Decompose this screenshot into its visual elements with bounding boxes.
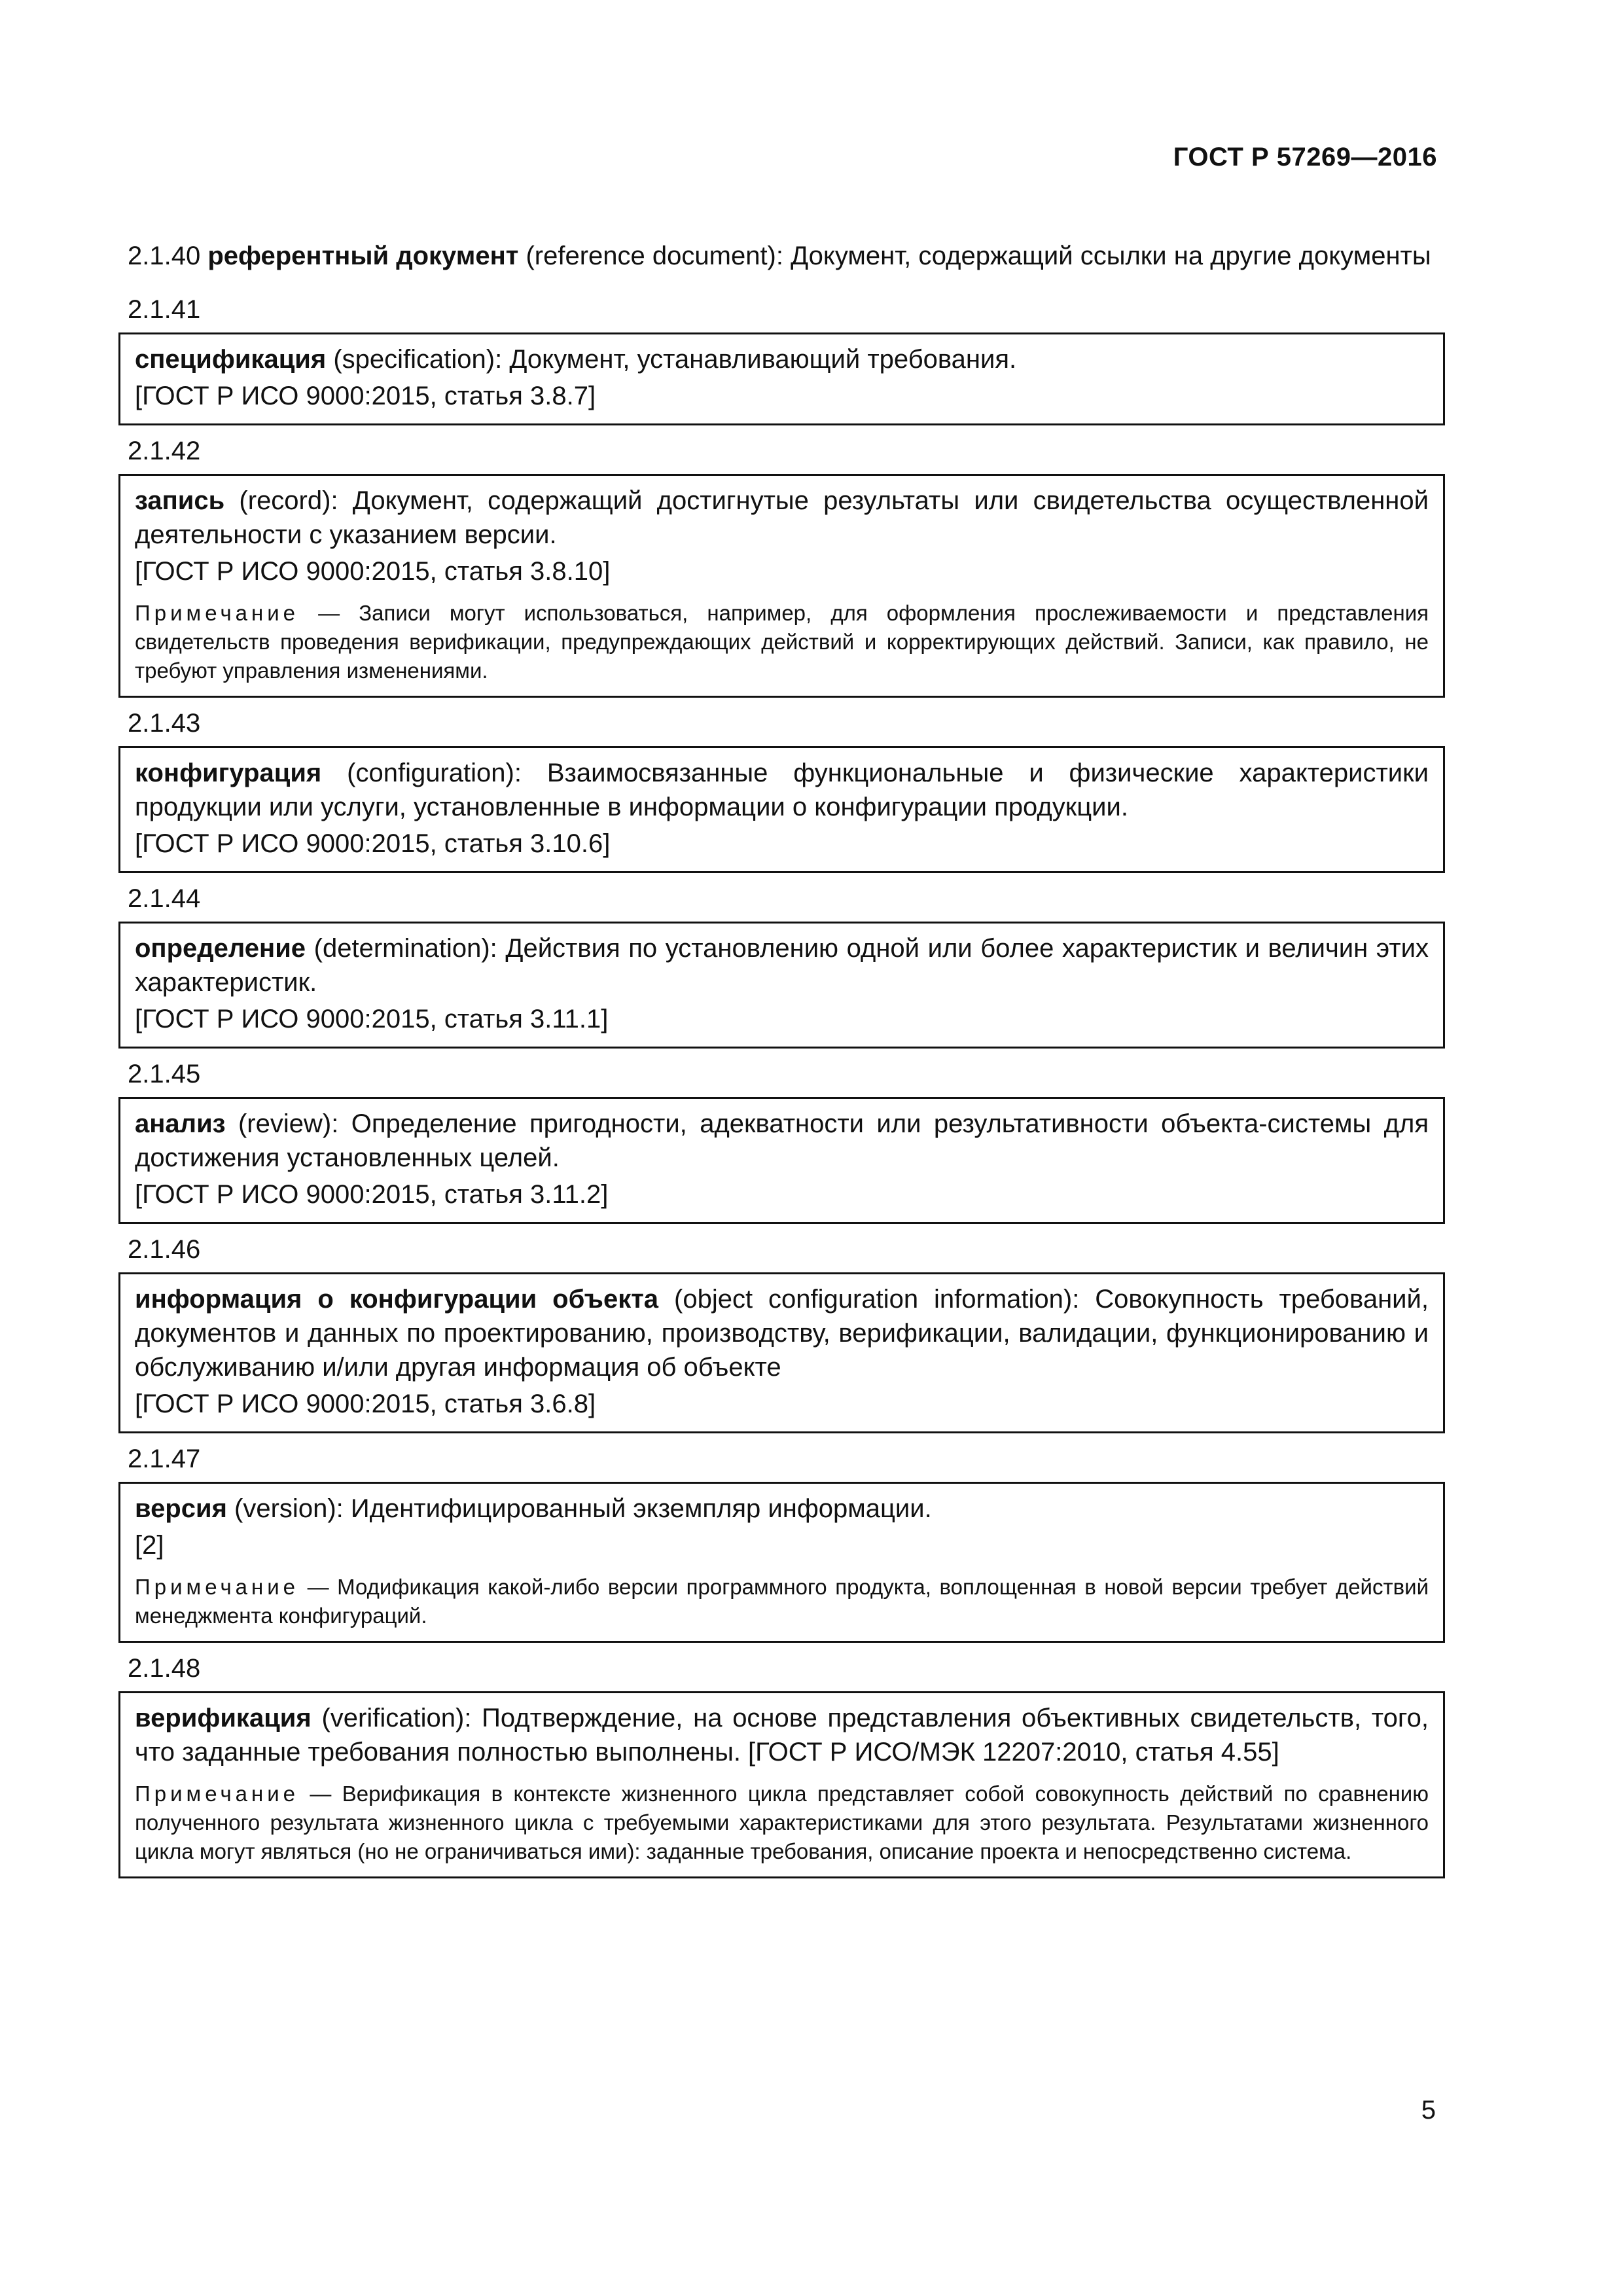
term-definition-text xyxy=(135,931,1429,999)
term-definition-box xyxy=(118,1482,1445,1643)
term-definition: : Идентифицированный экземпляр информации. xyxy=(336,1494,932,1523)
term-definition: : Подтверждение, на основе представления объективных свидетельств, того, что заданные требования полностью выполнены. [ГОСТ Р ИСО/МЭК 12207:2010, статья 4.55] xyxy=(135,1704,1429,1767)
term-number: 2.1.44 xyxy=(128,884,201,913)
note-text: — Верификация в контексте жизненного цикла представляет собой совокупность действий по сравнению полученного результата жизненного цикла с требуемыми характеристиками для этого результата. Результатами жизненного цикла могут являться (но не ограничиваться ими): заданные требования, описание проекта и непосредственно система. xyxy=(135,1782,1429,1863)
term-name: информация о конфигурации объекта xyxy=(135,1285,659,1314)
term-definition-box xyxy=(118,474,1445,698)
page-number: 5 xyxy=(1421,2096,1436,2125)
term-source: [ГОСТ Р ИСО 9000:2015, статья 3.8.7] xyxy=(135,382,596,410)
term-definition: : Документ, содержащий достигнутые результаты или свидетельства осуществленной деятельности с указанием версии. xyxy=(135,486,1429,549)
term-english: (specification) xyxy=(333,345,495,374)
term-definition: : Документ, содержащий ссылки на другие документы xyxy=(776,242,1431,270)
term-number: 2.1.48 xyxy=(128,1654,201,1683)
note-label: Примечание xyxy=(135,1782,300,1806)
term-source: [2] xyxy=(135,1531,164,1560)
term-number: 2.1.42 xyxy=(128,437,201,465)
term-definition: : Совокупность требований, документов и данных по проектированию, производству, верификации, валидации, функционированию и обслуживанию и/или другая информация об объекте xyxy=(135,1285,1429,1382)
term-source: [ГОСТ Р ИСО 9000:2015, статья 3.8.10] xyxy=(135,557,611,586)
term-definition-text xyxy=(135,1701,1429,1769)
term-definition-text xyxy=(135,1282,1429,1384)
term-entry-intro xyxy=(118,239,1445,273)
term-english: (object configuration information) xyxy=(674,1285,1073,1314)
term-definition-text xyxy=(135,756,1429,824)
note-text: — Модификация какой-либо версии программного продукта, воплощенная в новой версии требует действий менеджмента конфигураций. xyxy=(135,1575,1429,1628)
term-definition: : Документ, устанавливающий требования. xyxy=(495,345,1017,374)
term-english: (record) xyxy=(239,486,331,515)
term-definition-text xyxy=(135,1492,1429,1526)
term-definition-text xyxy=(135,484,1429,552)
term-definition-box xyxy=(118,1691,1445,1878)
term-number: 2.1.43 xyxy=(128,709,201,738)
term-definition-box xyxy=(118,332,1445,425)
term-number: 2.1.41 xyxy=(128,295,201,324)
term-number: 2.1.47 xyxy=(128,1444,201,1473)
note-label: Примечание xyxy=(135,601,300,625)
note-label: Примечание xyxy=(135,1575,300,1599)
term-name: референтный документ xyxy=(207,242,519,270)
term-number: 2.1.46 xyxy=(128,1235,201,1264)
term-entries-list xyxy=(118,293,1445,1878)
term-english: (verification) xyxy=(321,1704,465,1732)
terms-section xyxy=(118,239,1445,1887)
term-number: 2.1.45 xyxy=(128,1060,201,1088)
term-name: запись xyxy=(135,486,225,515)
term-english: (version) xyxy=(234,1494,336,1523)
term-definition: : Определение пригодности, адекватности или результативности объекта-системы для достижения установленных целей. xyxy=(135,1109,1429,1172)
term-note xyxy=(135,1780,1429,1866)
standard-designation: ГОСТ Р 57269—2016 xyxy=(1173,143,1437,171)
term-note xyxy=(135,599,1429,685)
term-source: [ГОСТ Р ИСО 9000:2015, статья 3.11.2] xyxy=(135,1180,609,1209)
term-name: конфигурация xyxy=(135,759,322,787)
note-text: — Записи могут использоваться, например, для оформления прослеживаемости и представления свидетельств проведения верификации, предупреждающих действий и корректирующих действий. Записи, как правило, не требуют управления изменениями. xyxy=(135,601,1429,683)
term-definition-box xyxy=(118,1097,1445,1224)
term-english: (configuration) xyxy=(347,759,514,787)
term-definition-text xyxy=(135,1107,1429,1175)
term-source: [ГОСТ Р ИСО 9000:2015, статья 3.6.8] xyxy=(135,1390,596,1418)
term-definition: : Взаимосвязанные функциональные и физические характеристики продукции или услуги, установленные в информации о конфигурации продукции. xyxy=(135,759,1429,821)
term-name: версия xyxy=(135,1494,227,1523)
term-definition-box xyxy=(118,922,1445,1049)
term-definition-box xyxy=(118,746,1445,873)
term-note xyxy=(135,1573,1429,1630)
term-number: 2.1.40 xyxy=(128,242,201,270)
term-english: (reference document) xyxy=(526,242,776,270)
term-name: анализ xyxy=(135,1109,226,1138)
term-definition-text xyxy=(135,342,1429,376)
term-source: [ГОСТ Р ИСО 9000:2015, статья 3.11.1] xyxy=(135,1005,609,1033)
term-name: спецификация xyxy=(135,345,327,374)
term-definition-box xyxy=(118,1272,1445,1433)
term-source: [ГОСТ Р ИСО 9000:2015, статья 3.10.6] xyxy=(135,829,611,858)
term-name: определение xyxy=(135,934,306,963)
term-name: верификация xyxy=(135,1704,312,1732)
term-english: (determination) xyxy=(313,934,490,963)
term-definition: : Действия по установлению одной или более характеристик и величин этих характеристик. xyxy=(135,934,1429,997)
term-english: (review) xyxy=(238,1109,332,1138)
